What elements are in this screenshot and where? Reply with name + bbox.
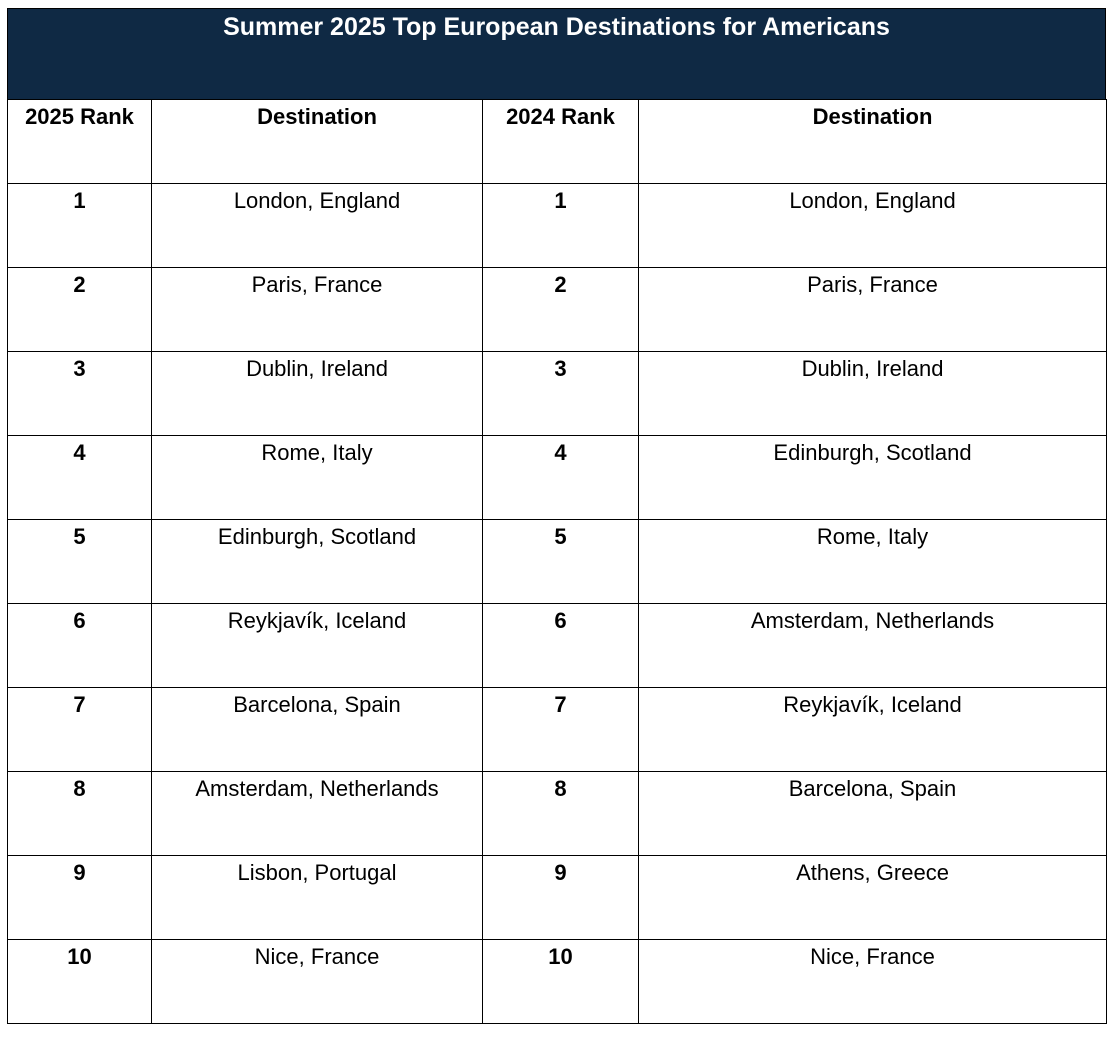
destination-2024-cell: Reykjavík, Iceland: [639, 688, 1107, 772]
destination-2024-cell: Barcelona, Spain: [639, 772, 1107, 856]
rank-2025-cell: 7: [8, 688, 152, 772]
table-row: [8, 940, 1107, 1024]
table-row: [8, 268, 1107, 352]
destination-2024-cell: Athens, Greece: [639, 856, 1107, 940]
destination-2024-cell: Dublin, Ireland: [639, 352, 1107, 436]
header-2025-destination: Destination: [152, 100, 483, 184]
table-title: Summer 2025 Top European Destinations for Americans: [7, 8, 1106, 99]
table-row: [8, 520, 1107, 604]
rank-2025-cell: 6: [8, 604, 152, 688]
destination-2025-cell: Edinburgh, Scotland: [152, 520, 483, 604]
destination-2025-cell: Dublin, Ireland: [152, 352, 483, 436]
header-2024-destination: Destination: [639, 100, 1107, 184]
rank-2024-cell: 1: [483, 184, 639, 268]
rank-2024-cell: 10: [483, 940, 639, 1024]
rank-2025-cell: 3: [8, 352, 152, 436]
rank-2024-cell: 7: [483, 688, 639, 772]
header-row: [8, 100, 1107, 184]
destination-2025-cell: Amsterdam, Netherlands: [152, 772, 483, 856]
rank-2025-cell: 9: [8, 856, 152, 940]
rank-2025-cell: 10: [8, 940, 152, 1024]
destination-2025-cell: Lisbon, Portugal: [152, 856, 483, 940]
header-2025-rank: 2025 Rank: [8, 100, 152, 184]
rank-2025-cell: 5: [8, 520, 152, 604]
destination-2024-cell: Rome, Italy: [639, 520, 1107, 604]
destination-2025-cell: Reykjavík, Iceland: [152, 604, 483, 688]
rank-2024-cell: 5: [483, 520, 639, 604]
table-row: [8, 688, 1107, 772]
table-row: [8, 352, 1107, 436]
rank-2024-cell: 9: [483, 856, 639, 940]
destination-2024-cell: London, England: [639, 184, 1107, 268]
header-2024-rank: 2024 Rank: [483, 100, 639, 184]
destination-2024-cell: Edinburgh, Scotland: [639, 436, 1107, 520]
destination-2025-cell: Rome, Italy: [152, 436, 483, 520]
rank-2025-cell: 1: [8, 184, 152, 268]
destination-2024-cell: Paris, France: [639, 268, 1107, 352]
destination-2025-cell: Barcelona, Spain: [152, 688, 483, 772]
rank-2024-cell: 3: [483, 352, 639, 436]
destination-2025-cell: London, England: [152, 184, 483, 268]
rank-2025-cell: 4: [8, 436, 152, 520]
table-row: [8, 184, 1107, 268]
destinations-sheet: [7, 8, 1106, 1024]
destinations-table: [7, 99, 1107, 1024]
rank-2024-cell: 4: [483, 436, 639, 520]
table-body: [8, 100, 1107, 1024]
rank-2024-cell: 6: [483, 604, 639, 688]
rank-2024-cell: 2: [483, 268, 639, 352]
table-row: [8, 856, 1107, 940]
rank-2024-cell: 8: [483, 772, 639, 856]
destination-2025-cell: Paris, France: [152, 268, 483, 352]
destination-2024-cell: Amsterdam, Netherlands: [639, 604, 1107, 688]
table-row: [8, 772, 1107, 856]
rank-2025-cell: 8: [8, 772, 152, 856]
table-row: [8, 604, 1107, 688]
destination-2024-cell: Nice, France: [639, 940, 1107, 1024]
rank-2025-cell: 2: [8, 268, 152, 352]
destination-2025-cell: Nice, France: [152, 940, 483, 1024]
table-row: [8, 436, 1107, 520]
